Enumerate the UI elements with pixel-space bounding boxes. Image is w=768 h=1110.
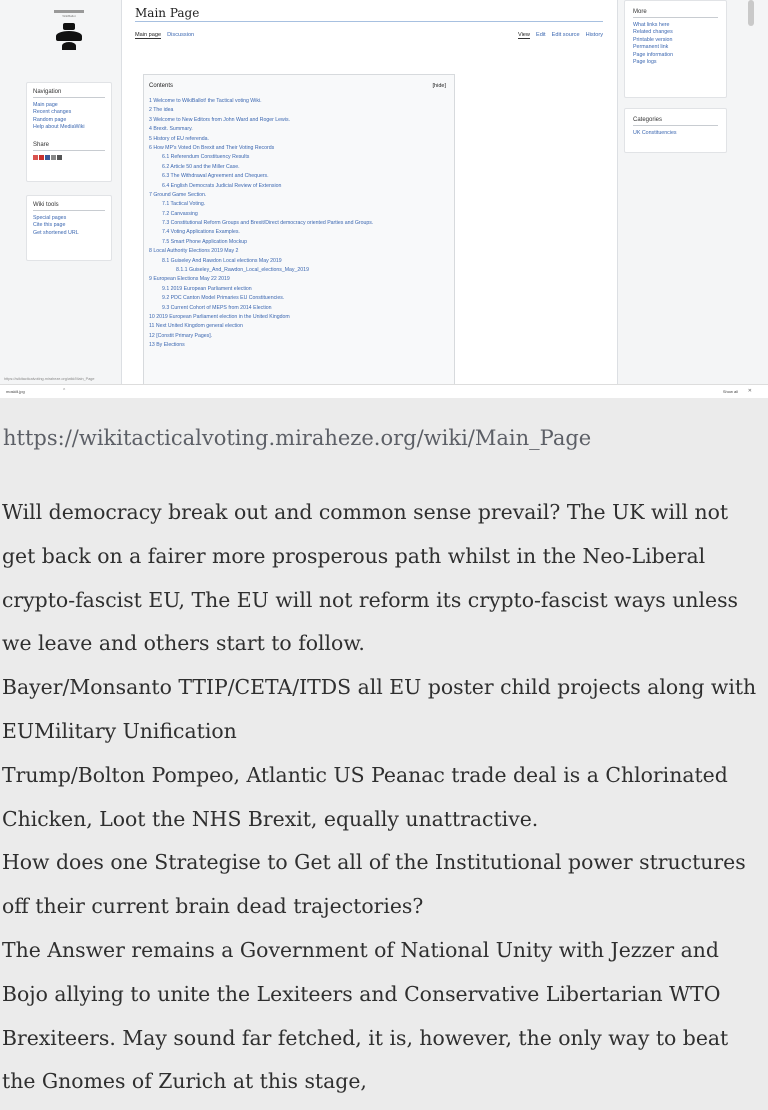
tab-main-page[interactable]: Main page	[135, 32, 162, 38]
tools-cite-page[interactable]: Cite this page	[33, 222, 66, 229]
chevron-down-icon[interactable]: ⌃	[62, 388, 67, 394]
wiki-screenshot	[0, 0, 768, 398]
share-icon[interactable]	[45, 155, 50, 160]
more-title: More	[633, 9, 718, 18]
share-title: Share	[33, 142, 105, 151]
toc-item[interactable]: 9.2 PDC Canton Model Primaries EU Constituencies.	[162, 295, 285, 302]
share-icons	[33, 155, 105, 160]
more-permanent-link[interactable]: Permanent link	[633, 44, 669, 51]
download-bar	[0, 384, 768, 398]
logo-text: WikiBallot	[62, 14, 76, 18]
toc-item[interactable]: 11 Next United Kingdom general election	[149, 323, 243, 330]
navigation-title: Navigation	[33, 89, 105, 98]
toc-item[interactable]: 8 Local Authority Elections 2019 May 2	[149, 248, 239, 255]
tab-edit[interactable]: Edit	[535, 32, 546, 38]
nav-main-page[interactable]: Main page	[33, 102, 58, 108]
tab-edit-source[interactable]: Edit source	[551, 32, 580, 38]
status-bar-url: https://wikitacticalvoting.miraheze.org/wiki/Main_Page	[4, 377, 95, 381]
toc-item[interactable]: 7.5 Smart Phone Application Mockup	[162, 238, 248, 245]
wiki-tools-portlet	[26, 195, 112, 261]
categories-title: Categories	[633, 117, 718, 126]
article-paragraph: Trump/Bolton Pompeo, Atlantic US Peanac trade deal is a Chlorinated Chicken, Loot the NHS Brexit, equally unattractive.	[2, 762, 728, 831]
more-portlet	[624, 0, 727, 98]
toc-item[interactable]: 6.4 English Democrats Judicial Review of Extension	[162, 182, 282, 189]
more-page-information[interactable]: Page information	[633, 51, 674, 58]
toc-item[interactable]: 8.1.1 Guiseley_And_Rawdon_Local_elections_May_2019	[176, 267, 309, 274]
toc-list	[149, 97, 454, 351]
share-icon[interactable]	[33, 155, 38, 160]
wiki-logo[interactable]	[54, 10, 84, 56]
toc-title: Contents	[149, 83, 174, 89]
page-title: Main Page	[135, 6, 200, 20]
show-all-button[interactable]: Show all	[722, 389, 738, 394]
title-divider	[135, 21, 603, 22]
toc-item[interactable]: 4 Brexit. Summary.	[149, 126, 193, 133]
category-uk-constituencies[interactable]: UK Constituencies	[633, 130, 677, 136]
nav-random-page[interactable]: Random page	[33, 116, 67, 123]
article-paragraph: Will democracy break out and common sense prevail? The UK will not get back on a fairer more prosperous path whilst in the Neo-Liberal crypto-fascist EU, The EU will not reform its crypto-fascist ways unless we leave and others start to follow.	[2, 500, 738, 656]
more-what-links-here[interactable]: What links here	[633, 22, 670, 28]
article-paragraph: The Answer remains a Government of National Unity with Jezzer and Bojo allying to unite the Lexiteers and Conservative Libertarian WTO Brexiteers. May sound far fetched, it is, however, the only way to beat the Gnomes of Zurich at this stage,	[2, 937, 729, 1094]
nav-recent-changes[interactable]: Recent changes	[33, 109, 72, 116]
categories-portlet	[624, 108, 727, 153]
right-tabs	[518, 32, 603, 39]
toc-item[interactable]: 6.3 The Withdrawal Agreement and Chequers.	[162, 173, 269, 180]
close-icon[interactable]: ✕	[747, 388, 752, 394]
toc-item[interactable]: 5 History of EU referenda.	[149, 135, 209, 142]
toc-item[interactable]: 8.1 Guiseley And Rawdon Local elections May 2019	[162, 257, 282, 264]
tools-special-pages[interactable]: Special pages	[33, 215, 67, 221]
toc-item[interactable]: 9 European Elections May 22 2019	[149, 276, 230, 283]
article-paragraph: How does one Strategise to Get all of the Institutional power structures off their current brain dead trajectories?	[2, 850, 746, 919]
content-area	[121, 0, 618, 398]
toc-item[interactable]: 6.1 Referendum Constituency Results	[162, 154, 250, 161]
left-tabs	[135, 32, 194, 39]
toc-item[interactable]: 7.3 Constitutional Reform Groups and Brexit/Direct democracy oriented Parties and Groups.	[162, 220, 374, 227]
toc-item[interactable]: 10 2019 European Parliament election in the United Kingdom	[149, 313, 290, 320]
share-icon[interactable]	[39, 155, 44, 160]
article-paragraph: Bayer/Monsanto TTIP/CETA/ITDS all EU poster child projects along with EUMilitary Unification	[2, 675, 757, 743]
more-page-logs[interactable]: Page logs	[633, 59, 657, 66]
article-body	[2, 491, 764, 1104]
toc-item[interactable]: 6.2 Article 50 and the Miller Case.	[162, 163, 240, 170]
scrollbar[interactable]	[748, 0, 754, 26]
toc-item[interactable]: 9.1 2019 European Parliament election	[162, 285, 252, 292]
share-icon[interactable]	[51, 155, 56, 160]
toc-hide-toggle[interactable]: [hide]	[432, 83, 446, 89]
table-of-contents	[143, 74, 455, 398]
more-related-changes[interactable]: Related changes	[633, 29, 673, 36]
nav-help[interactable]: Help about MediaWiki	[33, 124, 85, 131]
wiki-tools-title: Wiki tools	[33, 202, 105, 211]
toc-item[interactable]: 7.1 Tactical Voting.	[162, 201, 206, 208]
toc-item[interactable]: 7 Ground Game Section.	[149, 191, 207, 198]
toc-item[interactable]: 2 The idea	[149, 107, 174, 114]
toc-item[interactable]: 12 [Constit Primary Pages].	[149, 332, 213, 339]
tab-history[interactable]: History	[585, 32, 603, 38]
article-url[interactable]: https://wikitacticalvoting.miraheze.org/wiki/Main_Page	[3, 426, 592, 450]
toc-item[interactable]: 7.2 Canvassing	[162, 210, 198, 217]
toc-item[interactable]: 9.3 Current Cohort of MEPS from 2014 Election	[162, 304, 272, 311]
navigation-portlet	[26, 82, 112, 182]
tools-shortened-url[interactable]: Get shortened URL	[33, 229, 79, 236]
tab-discussion[interactable]: Discussion	[167, 32, 195, 38]
toc-item[interactable]: 3 Welcome to New Editors from John Ward and Roger Lewis.	[149, 116, 290, 123]
share-icon[interactable]	[57, 155, 62, 160]
toc-item[interactable]: 6 How MP's Voted On Brexit and Their Voting Records	[149, 144, 275, 151]
toc-item[interactable]: 13 By Elections	[149, 342, 185, 349]
more-printable-version[interactable]: Printable version	[633, 36, 673, 43]
toc-item[interactable]: 1 Welcome to WikiBallot! the Tactical voting Wiki.	[149, 98, 262, 104]
download-file[interactable]: moskill.jpg	[6, 389, 25, 394]
toc-item[interactable]: 7.4 Voting Applications Examples.	[162, 229, 240, 236]
tab-view[interactable]: View	[517, 32, 530, 38]
